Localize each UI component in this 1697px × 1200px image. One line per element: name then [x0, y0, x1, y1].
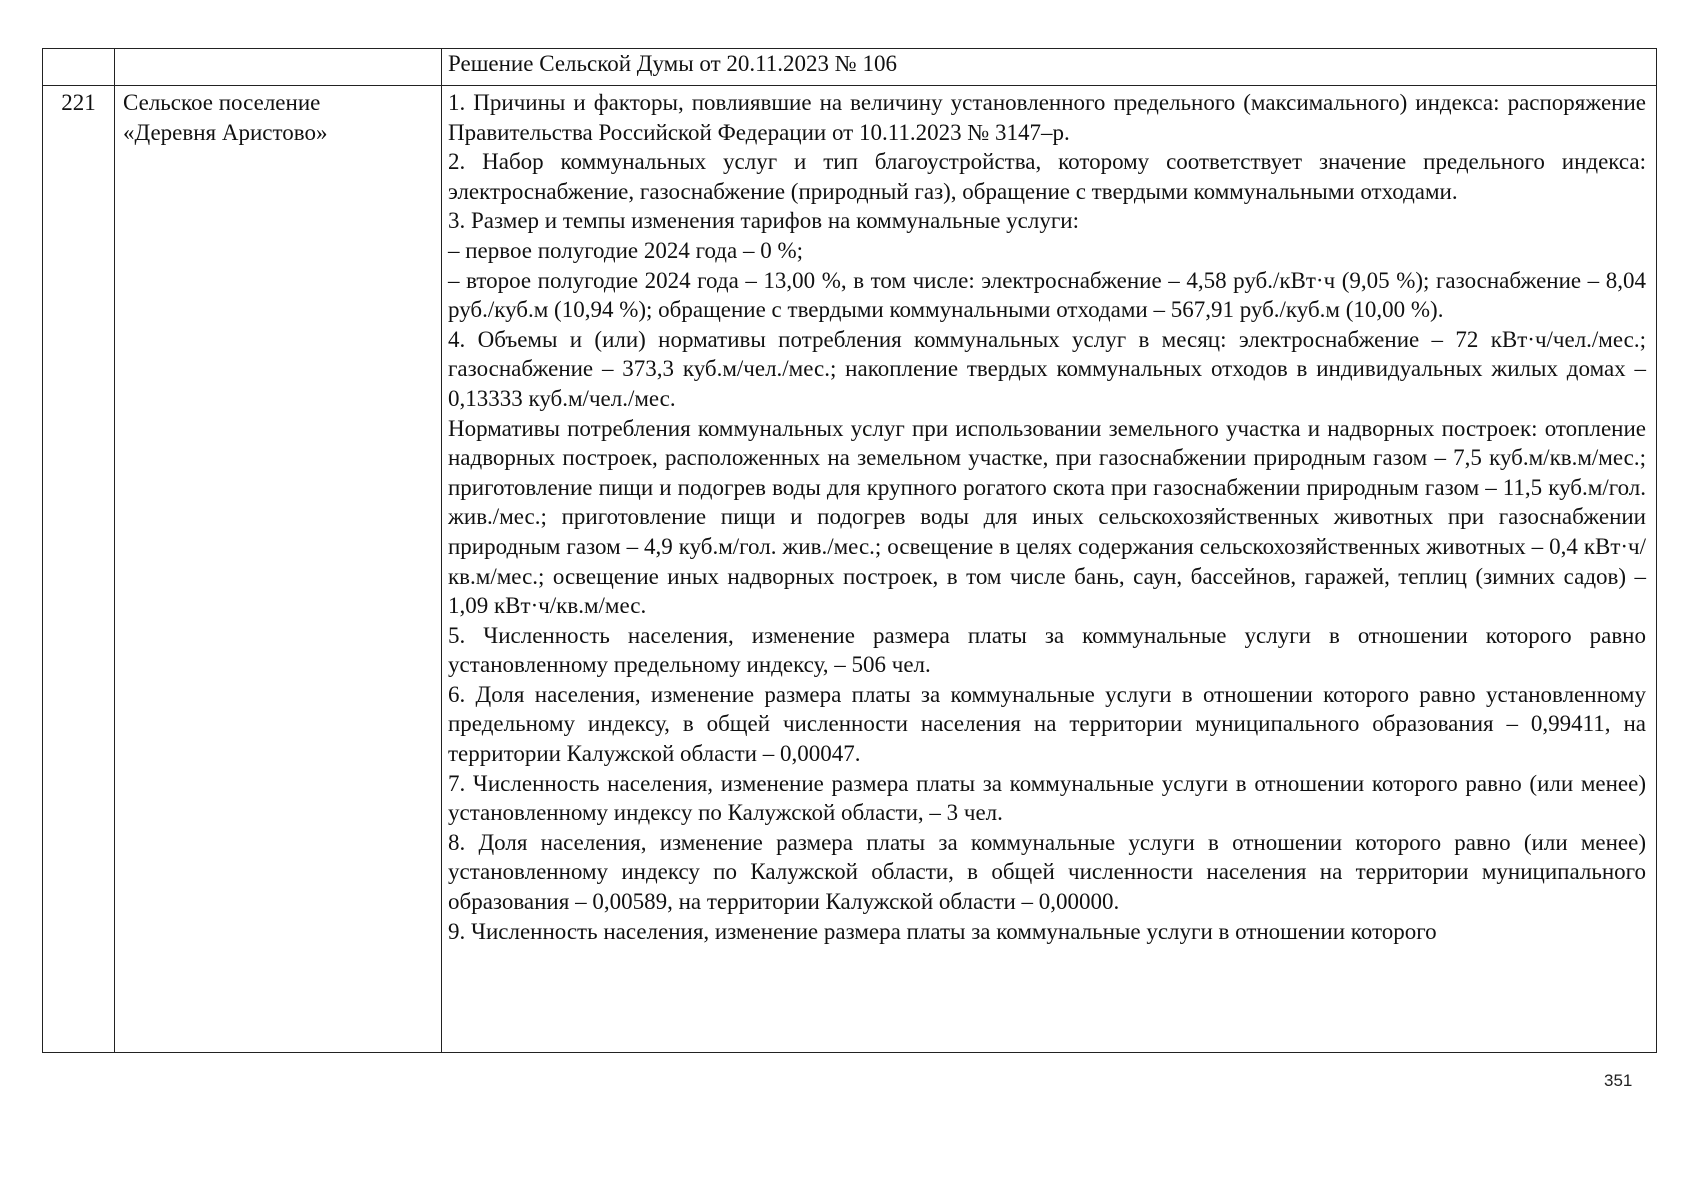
paragraph-3-second-half: – второе полугодие 2024 года – 13,00 %, в том числе: электроснабжение – 4,58 руб./кВт·ч (9,05 %); газоснабжение – 8,04 руб./куб.м (10,94 %); обращение с твердыми коммунальными отходами – 567,91 руб./куб.м (10,00 %).	[448, 267, 1646, 323]
decision-reference: Решение Сельской Думы от 20.11.2023 № 106	[442, 49, 1657, 86]
paragraph-9-population: 9. Численность населения, изменение размера платы за коммунальные услуги в отношении которого	[448, 918, 1437, 944]
settlement-name-line-1: Сельское поселение	[123, 90, 321, 115]
paragraph-3-first-half: – первое полугодие 2024 года – 0 %;	[448, 237, 804, 263]
paragraph-8-share-regional: 8. Доля населения, изменение размера платы за коммунальные услуги в отношении которого равно (или менее) установленному индексу по Калужской области, в общей численности населения на территории муниципального образования – 0,00589, на территории Калужской области – 0,00000.	[448, 829, 1646, 915]
row-number: 221	[43, 86, 115, 1053]
table-row	[43, 86, 1657, 1053]
paragraph-7-population-regional: 7. Численность населения, изменение размера платы за коммунальные услуги в отношении которого равно (или менее) установленному индексу по Калужской области, – 3 чел.	[448, 770, 1646, 826]
tariff-table	[42, 48, 1657, 1053]
paragraph-4-land-norms: Нормативы потребления коммунальных услуг при использовании земельного участка и надворных построек: отопление надворных построек, расположенных на земельном участке, при газоснабжении природным газом – 7,5 куб.м/кв.м/мес.; приготовление пищи и подогрев воды для крупного рогатого скота при газоснабжении природным газом – 11,5 куб.м/гол. жив./мес.; приготовление пищи и подогрев воды для иных сельскохозяйственных животных при газоснабжении природным газом – 4,9 куб.м/гол. жив./мес.; освещение в целях содержания сельскохозяйственных животных – 0,4 кВт·ч/кв.м/мес.; освещение иных надворных построек, в том числе бань, саун, бассейнов, гаражей, теплиц (зимних садов) – 1,09 кВт·ч/кв.м/мес.	[448, 415, 1646, 619]
paragraph-6-population-share: 6. Доля населения, изменение размера платы за коммунальные услуги в отношении которого равно установленному предельному индексу, в общей численности населения на территории муниципального образования – 0,99411, на территории Калужской области – 0,00047.	[448, 681, 1646, 767]
header-cell-number	[43, 49, 115, 86]
paragraph-2-services: 2. Набор коммунальных услуг и тип благоустройства, которому соответствует значение предельного индекса: электроснабжение, газоснабжение (природный газ), обращение с твердыми коммунальными отходами.	[448, 149, 1646, 204]
paragraph-1-factors: 1. Причины и факторы, повлиявшие на величину установленного предельного (максимального) индекса: распоряжение Правительства Российской Федерации от 10.11.2023 № 3147–р.	[448, 90, 1646, 145]
header-cell-settlement	[115, 49, 442, 86]
paragraph-4-volumes: 4. Объемы и (или) нормативы потребления коммунальных услуг в месяц: электроснабжение – 72 кВт·ч/чел./мес.; газоснабжение – 373,3 куб.м/чел./мес.; накопление твердых коммунальных отходов в индивидуальных жилых домах – 0,13333 куб.м/чел./мес.	[448, 326, 1646, 411]
index-details-cell	[442, 86, 1657, 1053]
page-number: 351	[1604, 1071, 1633, 1090]
paragraph-5-population: 5. Численность населения, изменение размера платы за коммунальные услуги в отношении которого равно установленному предельному индексу, – 506 чел.	[448, 622, 1646, 678]
settlement-name-line-2: «Деревня Аристово»	[123, 119, 328, 145]
table-header-row	[43, 49, 1657, 86]
settlement-name-cell	[115, 86, 442, 1053]
paragraph-3-tariffs: 3. Размер и темпы изменения тарифов на коммунальные услуги:	[448, 208, 1079, 234]
